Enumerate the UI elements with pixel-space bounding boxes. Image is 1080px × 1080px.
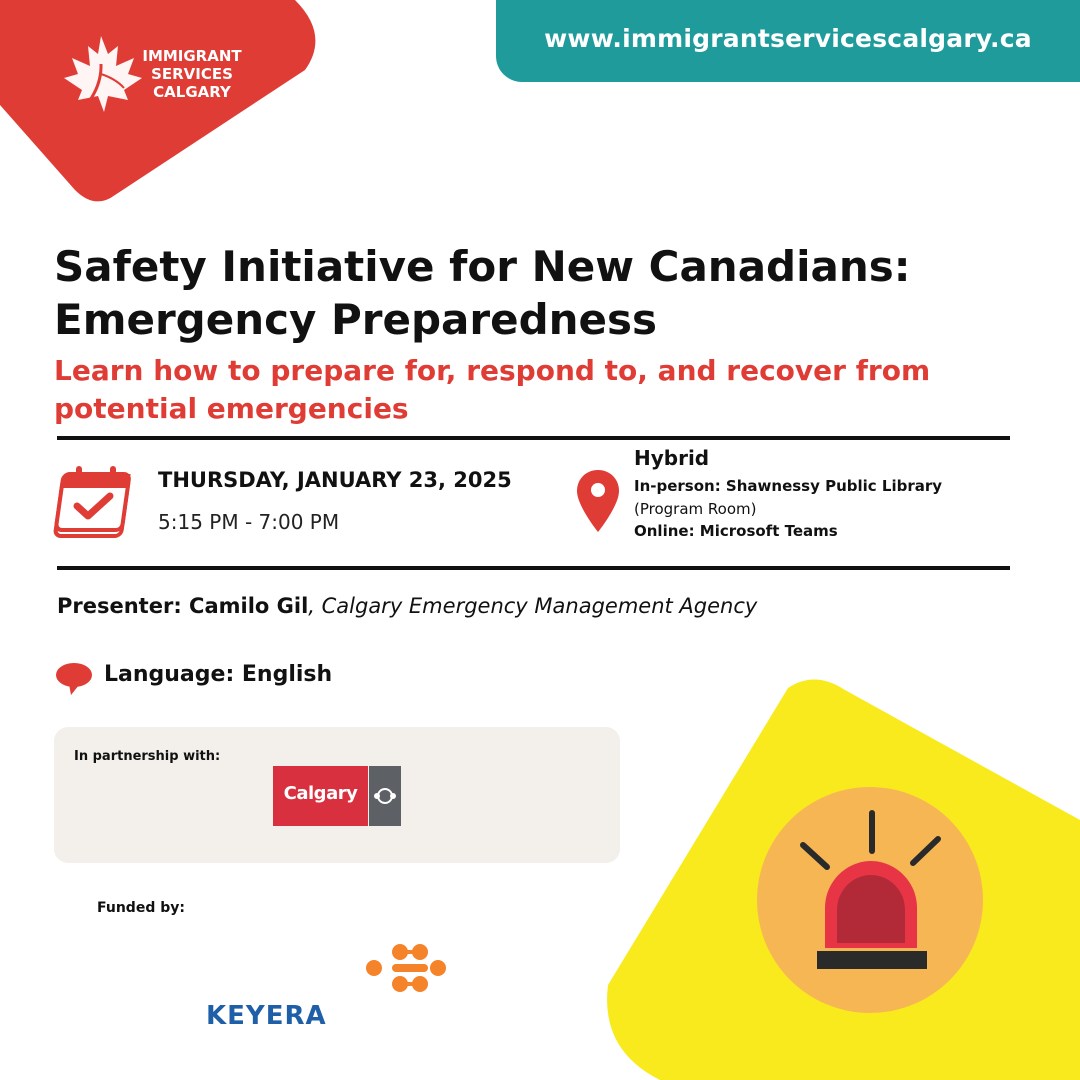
calendar-check-icon	[52, 464, 136, 542]
brand-line-2: SERVICES	[151, 65, 233, 83]
event-room: (Program Room)	[634, 500, 757, 518]
divider-bottom	[57, 566, 1010, 570]
keyera-logo: KEYERA	[206, 1001, 327, 1031]
brand-line-1: IMMIGRANT	[142, 47, 242, 65]
brand-line-3: CALGARY	[153, 83, 231, 101]
page-subtitle	[54, 352, 1014, 428]
divider-top	[57, 436, 1010, 440]
website-banner	[496, 0, 1080, 82]
funded-by-label: Funded by:	[97, 900, 185, 916]
partnership-label: In partnership with:	[74, 749, 221, 764]
event-in-person: In-person: Shawnessy Public Library	[634, 477, 943, 495]
brand-name	[140, 47, 244, 101]
event-date: THURSDAY, JANUARY 23, 2025	[158, 468, 512, 492]
page-title	[54, 240, 1014, 346]
speech-bubble-icon	[55, 662, 95, 696]
subtitle-line-1: Learn how to prepare for, respond to, and recover from	[54, 354, 931, 387]
subtitle-line-2: potential emergencies	[54, 392, 409, 425]
language-label: Language: English	[104, 662, 333, 687]
alarm-siren-icon	[755, 783, 987, 1015]
keyera-molecule-icon	[362, 940, 448, 1000]
title-line-2: Emergency Preparedness	[54, 295, 658, 344]
calgary-logo	[273, 766, 368, 826]
calgary-crest-icon	[369, 766, 401, 826]
event-format: Hybrid	[634, 446, 710, 470]
calgary-logo-text: Calgary	[283, 783, 358, 804]
maple-leaf-logo-icon	[58, 34, 144, 124]
location-pin-icon	[575, 468, 621, 534]
presenter-organization: , Calgary Emergency Management Agency	[308, 594, 758, 618]
event-time: 5:15 PM - 7:00 PM	[158, 510, 340, 534]
presenter-name: Presenter: Camilo Gil	[57, 594, 309, 618]
website-link[interactable]: www.immigrantservicescalgary.ca	[544, 24, 1032, 53]
event-online: Online: Microsoft Teams	[634, 522, 838, 540]
title-line-1: Safety Initiative for New Canadians:	[54, 242, 911, 291]
presenter-line	[57, 594, 757, 618]
